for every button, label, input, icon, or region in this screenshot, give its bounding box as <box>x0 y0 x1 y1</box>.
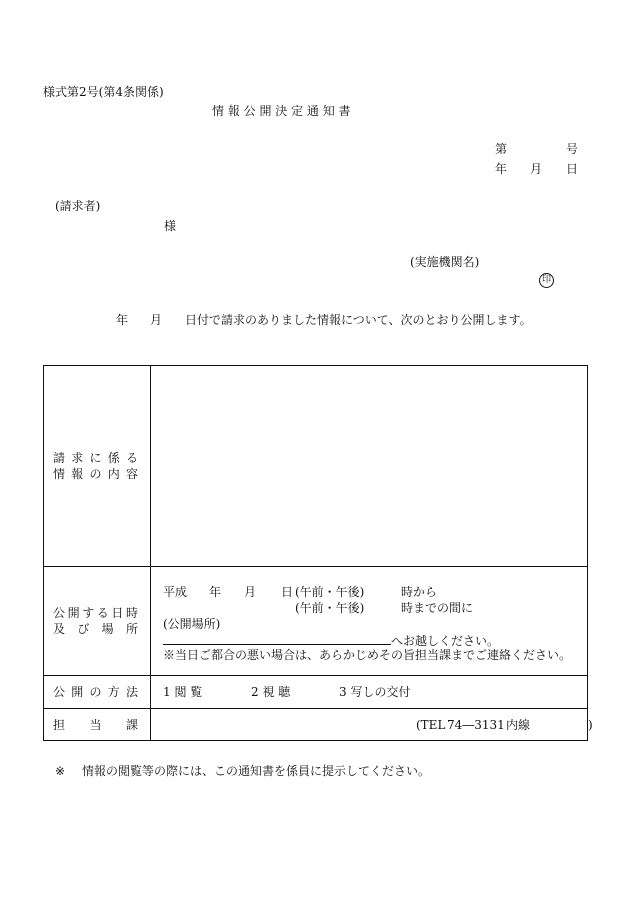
ampm-from: (午前・午後) <box>295 585 365 599</box>
doc-number-suffix: 号 <box>566 142 579 156</box>
extension-label: 内線 <box>506 718 531 732</box>
staff-label-cell <box>44 709 151 741</box>
date-place-label-cell <box>44 567 151 676</box>
issue-date-day: 日 <box>566 162 579 176</box>
issue-date-year: 年 <box>495 162 508 176</box>
tel-open: (TEL <box>416 718 446 732</box>
date-place-label-line2: 及び場所 <box>53 622 138 636</box>
date-day: 日 <box>281 585 294 599</box>
issue-date-month: 月 <box>530 162 543 176</box>
agency-label: (実施機関名) <box>410 255 480 269</box>
disclosure-form-table <box>43 365 593 741</box>
content-row <box>44 366 588 567</box>
footer-mark: ※ <box>55 764 66 778</box>
tel-number: 74―3131 <box>447 718 505 732</box>
requester-label: (請求者) <box>55 199 101 213</box>
visit-text: へお越しください。 <box>391 634 500 648</box>
intro-year: 年 <box>116 313 129 327</box>
method-option-1[interactable]: 1 閲 覧 <box>163 685 203 699</box>
date-era: 平成 <box>163 585 188 599</box>
from-time-text: 時から <box>401 585 438 599</box>
until-time-text: 時までの間に <box>401 601 474 615</box>
tel-close: ) <box>588 718 593 732</box>
intro-month: 月 <box>150 313 163 327</box>
date-month: 月 <box>244 585 257 599</box>
content-value-cell[interactable] <box>151 366 588 567</box>
method-option-2[interactable]: 2 視 聴 <box>251 685 291 699</box>
date-place-value-cell[interactable] <box>151 567 588 676</box>
doc-number-prefix: 第 <box>495 142 508 156</box>
method-option-3[interactable]: 3 写しの交付 <box>339 685 411 699</box>
content-label-line2: 情報の内容 <box>53 467 138 481</box>
content-label-line1: 請求に係る <box>53 451 138 465</box>
staff-label: 担 当 課 <box>53 717 138 732</box>
method-row <box>44 676 588 709</box>
method-label-cell <box>44 676 151 709</box>
footer-note: 情報の閲覧等の際には、この通知書を係員に提示してください。 <box>82 764 431 778</box>
method-label: 公開の方法 <box>53 685 138 699</box>
intro-text: 日付で請求のありました情報について、次のとおり公開します。 <box>185 313 532 327</box>
place-blank-underline <box>163 633 391 645</box>
seal-mark: 印 <box>539 273 554 288</box>
form-number: 様式第2号(第4条関係) <box>43 85 164 99</box>
date-place-label-line1: 公開する日時 <box>53 606 138 620</box>
date-year: 年 <box>209 585 222 599</box>
staff-row <box>44 709 588 741</box>
ampm-until: (午前・午後) <box>295 601 365 615</box>
staff-value-cell[interactable] <box>151 709 593 741</box>
method-value-cell <box>151 676 588 709</box>
document-title: 情 報 公 開 決 定 通 知 書 <box>212 104 351 118</box>
place-sub-label: (公開場所) <box>163 617 221 631</box>
content-label-cell <box>44 366 151 567</box>
requester-honorific: 様 <box>164 219 177 233</box>
date-place-row <box>44 567 588 676</box>
place-line <box>163 633 499 647</box>
schedule-notice: ※当日ご都合の悪い場合は、あらかじめその旨担当課までご連絡ください。 <box>163 648 572 662</box>
